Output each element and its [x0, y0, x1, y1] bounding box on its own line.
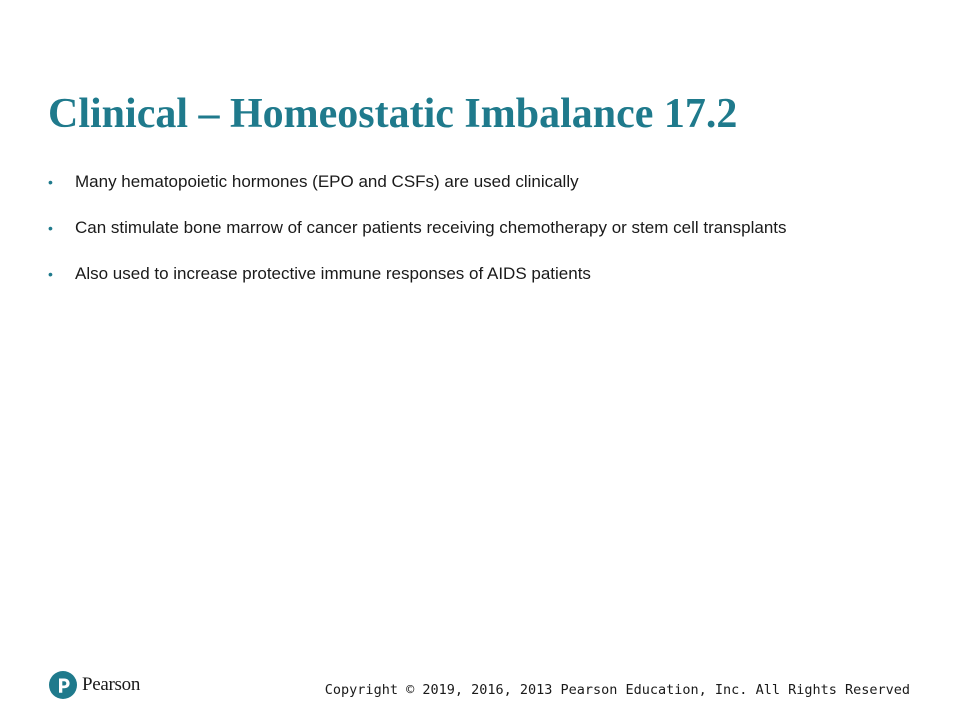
bullet-item — [48, 170, 878, 194]
bullet-text: Also used to increase protective immune responses of AIDS patients — [75, 264, 591, 283]
bullet-list — [48, 170, 878, 308]
pearson-logo-text: Pearson — [82, 674, 141, 695]
bullet-text: Can stimulate bone marrow of cancer patients receiving chemotherapy or stem cell transplants — [75, 218, 787, 237]
bullet-icon: • — [48, 266, 53, 282]
bullet-item — [48, 216, 878, 240]
bullet-icon: • — [48, 220, 53, 236]
bullet-text: Many hematopoietic hormones (EPO and CSFs) are used clinically — [75, 172, 579, 191]
slide-title: Clinical – Homeostatic Imbalance 17.2 — [48, 91, 738, 137]
bullet-item — [48, 262, 878, 286]
copyright-notice: Copyright © 2019, 2016, 2013 Pearson Education, Inc. All Rights Reserved — [324, 682, 910, 698]
bullet-icon: • — [48, 174, 53, 190]
pearson-logo-icon — [49, 671, 77, 699]
pearson-logo — [49, 668, 140, 702]
